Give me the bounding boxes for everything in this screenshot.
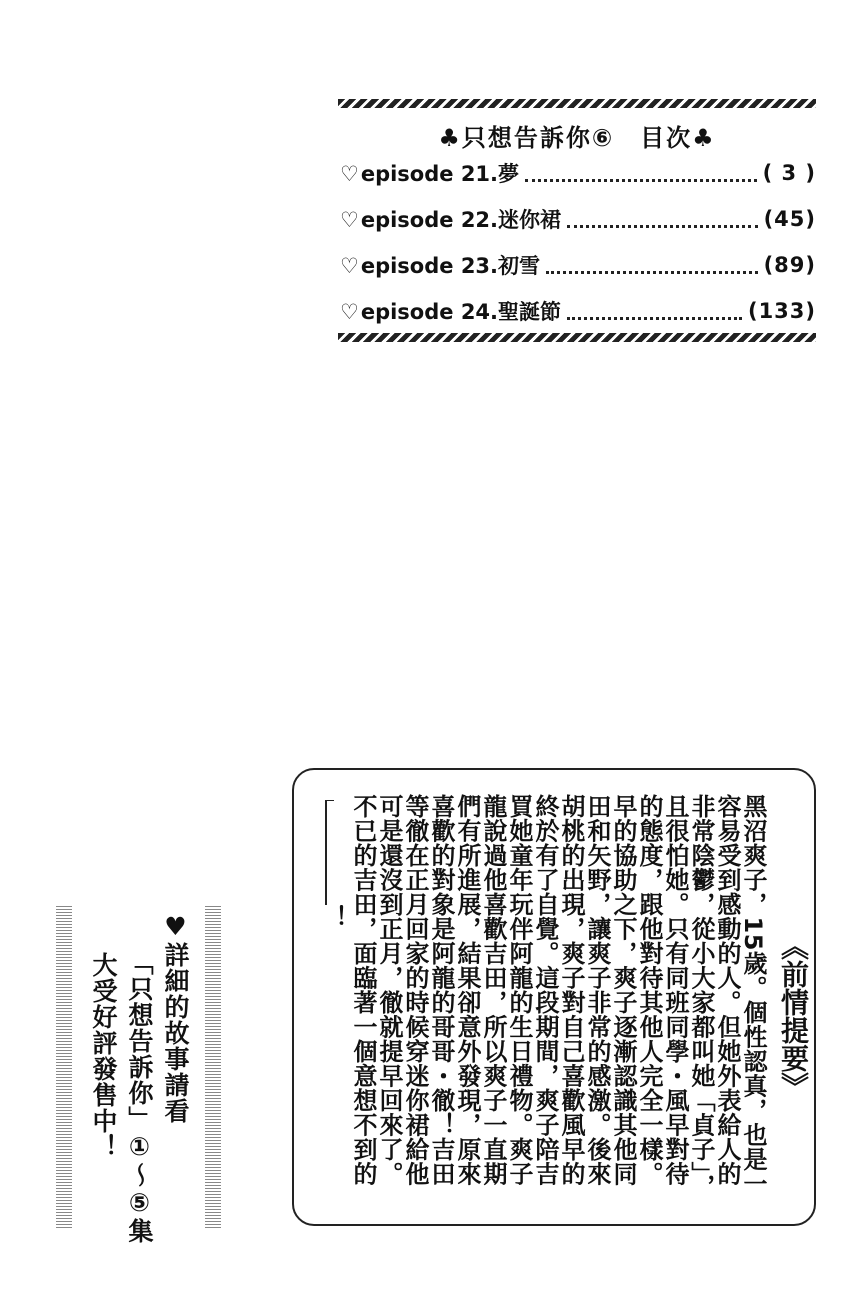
dot-leader — [567, 215, 758, 228]
synopsis-line: 等徹在正月回家的時候穿迷你裙給他 — [401, 794, 429, 1186]
toc-bottom-border — [338, 333, 816, 342]
synopsis-line: 可是還沒到正月，徹就提早回來了。 — [375, 794, 403, 1186]
side-note-line: 大受好評發售中！ — [89, 952, 118, 1160]
heart-icon: ♡ — [340, 162, 359, 186]
heart-icon: ♡ — [340, 300, 359, 324]
synopsis-line: 早的協助之下，爽子逐漸認識其他同 — [609, 794, 637, 1186]
toc-entry-page: (133) — [747, 299, 816, 323]
synopsis-line: 龍說過他喜歡吉田，所以爽子一直期 — [479, 794, 507, 1186]
synopsis-line: 田和矢野，讓爽子非常的感激。後來 — [583, 794, 611, 1186]
dot-leader — [525, 169, 757, 182]
toc-entry-page: (89) — [763, 253, 816, 277]
toc-entry-label: episode 23.初雪 — [360, 254, 541, 278]
toc-entry-label: episode 22.迷你裙 — [360, 208, 562, 232]
toc-title: ♣只想告訴你⑥ 目次♣ — [438, 124, 716, 152]
synopsis-line: ！ — [319, 905, 347, 930]
synopsis-line: 容易受到感動的人。但她外表給人的 — [713, 794, 741, 1186]
toc-entry-label: episode 21.夢 — [360, 162, 520, 186]
toc-entry-label: episode 24.聖誕節 — [360, 300, 562, 324]
side-note-line: 「只想告訴你」①〜⑤集 — [125, 950, 154, 1244]
toc-entry[interactable] — [340, 294, 816, 328]
synopsis-line: 黑沼爽子，15歲。個性認真，也是一 — [739, 794, 767, 1196]
synopsis-line: 喜歡的對象是阿龍的哥哥・徹！吉田 — [427, 794, 455, 1186]
synopsis-line: 們有所進展，結果卻意外發現，原來 — [453, 794, 481, 1186]
toc-entry[interactable] — [340, 202, 816, 236]
toc-top-border — [338, 99, 816, 108]
toc-entry-page: ( 3 ) — [762, 161, 816, 185]
synopsis-line: 買她童年玩伴阿龍的生日禮物。爽子 — [505, 794, 533, 1186]
synopsis-line: 胡桃的出現，爽子對自己喜歡風早的 — [557, 794, 585, 1186]
heart-icon: ♡ — [340, 254, 359, 278]
shade-bar-right — [205, 905, 221, 1228]
side-note-line: ♥詳細的故事請看 — [161, 912, 190, 1124]
shade-bar-left — [56, 905, 72, 1228]
toc-entry-page: (45) — [763, 207, 816, 231]
toc-entry[interactable] — [340, 156, 816, 190]
synopsis-line: 不已的吉田，面臨著一個意想不到的 — [349, 794, 377, 1186]
synopsis-line: 的態度，跟他對待其他人完全一樣。 — [635, 794, 663, 1186]
synopsis-line: 非常陰鬱，從小大家都叫她「貞子」， — [687, 794, 715, 1199]
synopsis-line: 且很怕她。只有同班同學・風早對待 — [661, 794, 689, 1186]
synopsis-heading: 《前情提要》 — [777, 932, 810, 1100]
synopsis-line: 終於有了自覺。這段期間，爽子陪吉 — [531, 794, 559, 1186]
dot-leader — [546, 261, 758, 274]
heart-icon: ♡ — [340, 208, 359, 232]
bracket-mark — [324, 800, 336, 910]
toc-entry[interactable] — [340, 248, 816, 282]
dot-leader — [567, 307, 742, 320]
